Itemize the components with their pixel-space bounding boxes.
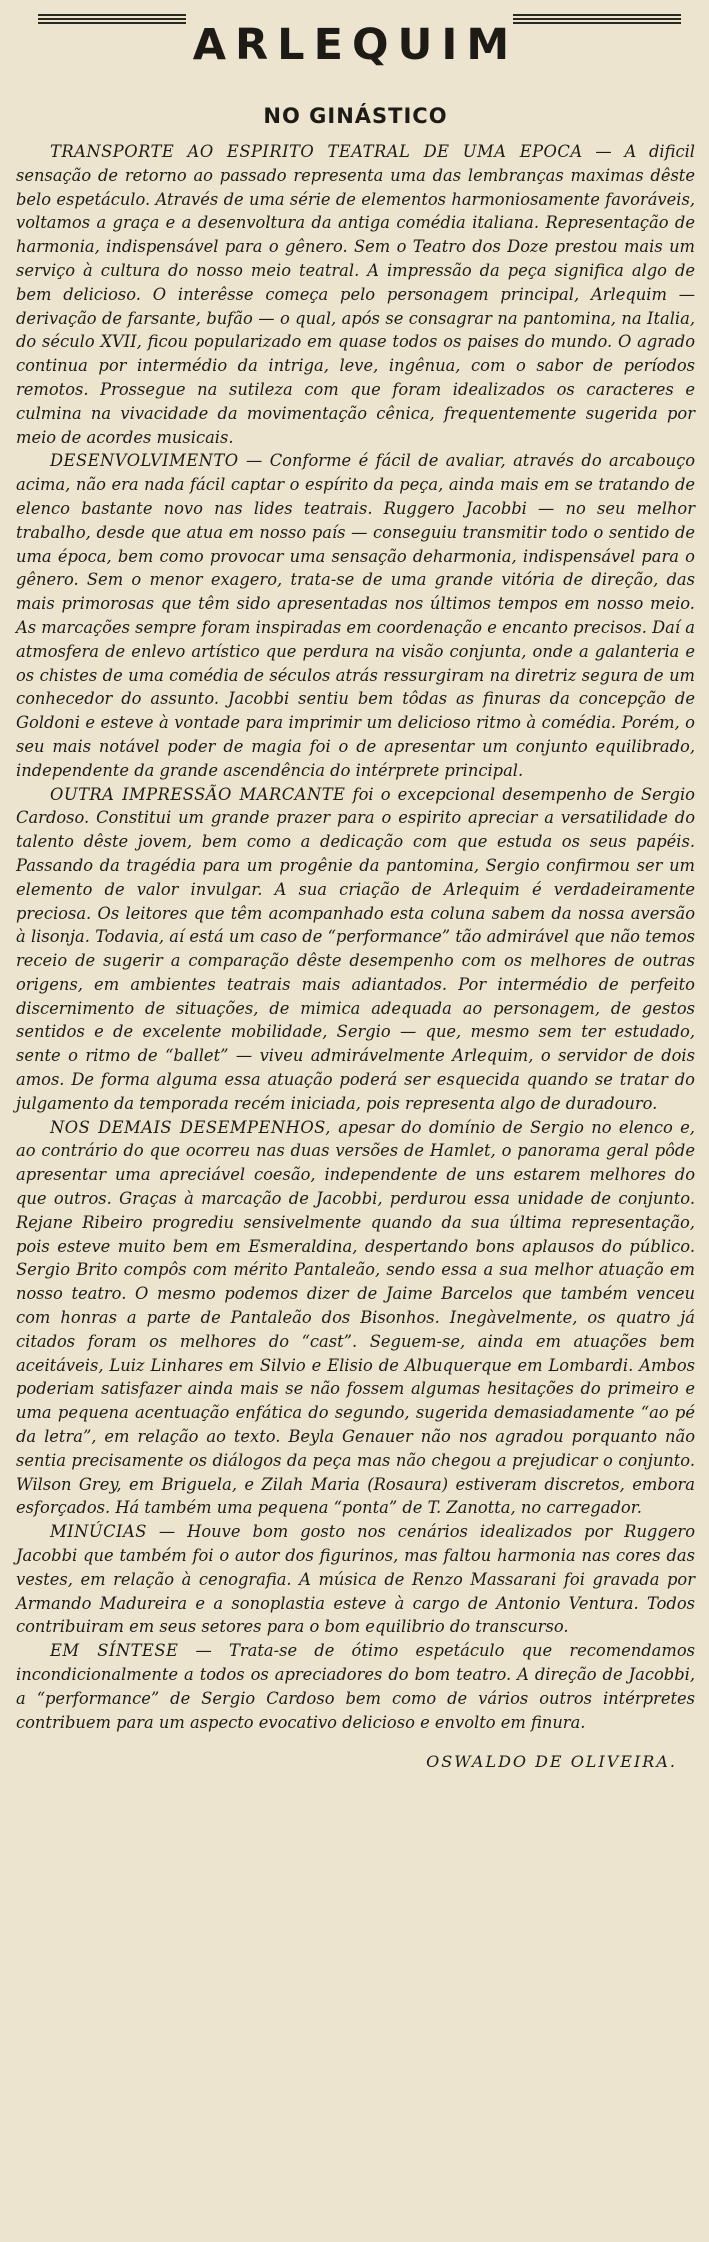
article-subtitle: NO GINÁSTICO	[263, 104, 448, 128]
paragraph-minucias	[16, 1520, 695, 1639]
masthead	[16, 0, 695, 92]
paragraph-lead: TRANSPORTE AO ESPIRITO TEATRAL DE UMA EPOCA	[50, 142, 583, 161]
paragraph-demais-desempenhos	[16, 1116, 695, 1521]
paragraph-text: — Conforme é fácil de avaliar, através do arcabouço acima, não era nada fácil captar o espírito da peça, ainda mais em se tratando de elenco bastante novo nas lides teatrais. Ruggero Jacobbi — no seu melhor trabalho, desde que atua em nosso país — conseguiu transmitir todo o sentido de uma época, bem como provocar uma sensação deharmonia, indispensável para o gênero. Sem o menor exagero, trata-se de uma grande vitória de direção, das mais primorosas que têm sido apresentadas nos últimos tempos em nosso meio. As marcações sempre foram inspiradas em coordenação e encanto precisos. Daí a atmosfera de enlevo artístico que perdura na visão conjunta, onde a galanteria e os chistes de uma comédia de séculos atrás ressurgiram na diretriz segura de um conhecedor do assunto. Jacobbi sentiu bem tôdas as finuras da concepção de Goldoni e esteve à vontade para imprimir um delicioso ritmo à comédia. Porém, o seu mais notável poder de magia foi o de apresentar um conjunto equilibrado, independente da grande ascendência do intérprete principal.	[16, 451, 695, 780]
paragraph-lead: NOS DEMAIS DESEMPENHOS,	[50, 1117, 331, 1137]
paragraph-em-sintese	[16, 1639, 695, 1734]
paragraph-text: — A dificil sensação de retorno ao passado representa uma das lembranças maximas dêste belo espetáculo. Através de uma série de elementos harmoniosamente favoráveis, voltamos a graça e a desenvoltura da antiga comédia italiana. Representação de harmonia, indispensável para o gênero. Sem o Teatro dos Doze prestou mais um serviço à cultura do nosso meio teatral. A impressão da peça significa algo de bem delicioso. O interêsse começa pelo personagem principal, Arlequim — derivação de farsante, bufão — o qual, após se consagrar na pantomina, na Italia, do século XVII, ficou popularizado em quase todos os paises do mundo. O agrado continua por intermédio da intriga, leve, ingênua, com o sabor de períodos remotos. Prossegue na sutileza com que foram idealizados os caracteres e culmina na vivacidade da movimentação cênica, frequentemente sugerida por meio de acordes musicais.	[16, 142, 695, 447]
paragraph-transporte	[16, 140, 695, 449]
paragraph-text: apesar do domínio de Sergio no elenco e, ao contrário do que ocorreu nas duas versões de Hamlet, o panorama geral pôde apresentar uma apreciável coesão, independente de uns estarem melhores do que outros. Graças à marcação de Jacobbi, perdurou essa unidade de conjunto. Rejane Ribeiro progrediu sensivelmente quando da sua última representação, pois esteve muito bem em Esmeraldina, despertando bons aplausos do público. Sergio Brito compôs com mérito Pantaleão, sendo essa a sua melhor atuação em nosso teatro. O mesmo podemos dizer de Jaime Barcelos que também venceu com honras a parte de Pantaleão dos Bisonhos. Inegàvelmente, os quatro já citados foram os melhores do “cast”. Seguem-se, ainda em atuações bem aceitáveis, Luiz Linhares em Silvio e Elisio de Albuquerque em Lombardi. Ambos poderiam satisfazer ainda mais se não fossem algumas hesitações do primeiro e uma pequena acentuação enfática do segundo, sugerida demasiadamente “ao pé da letra”, em relação ao texto. Beyla Genauer não nos agradou porquanto não sentia precisamente os diálogos da peça mas não chegou a prejudicar o conjunto. Wilson Grey, em Briguela, e Zilah Maria (Rosaura) estiveram discretos, embora esforçados. Há também uma pequena “ponta” de T. Zanotta, no carregador.	[16, 1117, 695, 1518]
article-body	[16, 140, 695, 1734]
paragraph-lead: DESENVOLVIMENTO	[50, 451, 239, 471]
paragraph-desenvolvimento	[16, 449, 695, 782]
paragraph-outra-impressao	[16, 783, 695, 1116]
paragraph-text: — Trata-se de ótimo espetáculo que recomendamos incondicionalmente a todos os apreciadores do bom teatro. A direção de Jacobbi, a “performance” de Sergio Cardoso bem como de vários outros intérpretes contribuem para um aspecto evocativo delicioso e envolto em finura.	[16, 1641, 695, 1732]
author-signature: OSWALDO DE OLIVEIRA.	[426, 1752, 677, 1772]
paragraph-text: foi o excepcional desempenho de Sergio Cardoso. Constitui um grande prazer para o espirito apreciar a versatilidade do talento dêste jovem, bem como a dedicação com que estuda os seus papéis. Passando da tragédia para um progênie da pantomina, Sergio confirmou ser um elemento de valor invulgar. A sua criação de Arlequim é verdadeiramente preciosa. Os leitores que têm acompanhado esta coluna sabem da nossa aversão à lisonja. Todavia, aí está um caso de “performance” tão admirável que não temos receio de sugerir a comparação dêste desempenho com os melhores de outras origens, em ambientes teatrais mais adiantados. Por intermédio de perfeito discernimento de situações, de mimica adequada ao personagem, de gestos sentidos e de excelente mobilidade, Sergio — que, mesmo sem ter estudado, sente o ritmo de “ballet” — viveu admirávelmente Arlequim, o servidor de dois amos. De forma alguma essa atuação poderá ser esquecida quando se tratar do julgamento da temporada recém iniciada, pois representa algo de duradouro.	[16, 784, 695, 1113]
paragraph-lead: MINÚCIAS	[50, 1522, 147, 1542]
paragraph-lead: OUTRA IMPRESSÃO MARCANTE	[50, 784, 346, 804]
paragraph-lead: EM SÍNTESE	[50, 1641, 179, 1661]
paragraph-text: — Houve bom gosto nos cenários idealizados por Ruggero Jacobbi que também foi o autor dos figurinos, mas faltou harmonia nas cores das vestes, em relação à cenografia. A música de Renzo Massarani foi gravada por Armando Madureira e a sonoplastia esteve à cargo de Antonio Ventura. Todos contribuiram em seus setores para o bom equilibrio do transcurso.	[16, 1522, 695, 1637]
article-title: ARLEQUIM	[192, 20, 519, 70]
